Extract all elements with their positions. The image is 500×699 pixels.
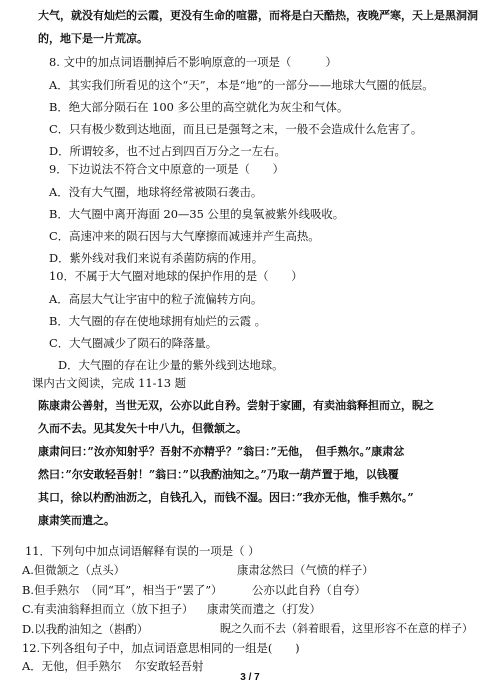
question-9: 9．下边说法不符合文中原意的一项是（ ）: [49, 162, 285, 176]
question-11: 11．下列句中加点词语解释有误的一项是（ ）: [25, 544, 260, 558]
question-9-option-a: A．没有大气圈，地球将经常被陨石袭击。: [49, 185, 263, 199]
question-10-option-a: A．高层大气让宇宙中的粒子流偏转方向。: [49, 292, 263, 306]
classical-text-line-4: 然曰：”尔安敢轻吾射！”翁曰：”以我酌油知之。”乃取一葫芦置于地，以钱覆: [38, 468, 399, 481]
classical-text-line-1: 陈康肃公善射，当世无双，公亦以此自矜。尝射于家圃，有卖油翁释担而立，睨之: [38, 399, 434, 412]
question-11-option-c: C.有卖油翁释担而立（放下担子）: [22, 602, 194, 616]
question-11-option-a: A.但微颔之（点头）: [22, 563, 125, 577]
passage-line-2: 的，地下是一片荒凉。: [38, 32, 148, 45]
page-number: 3 / 7: [240, 672, 260, 683]
question-8-option-d: D．所谓较多，也不过占到四百万分之一左右。: [49, 144, 286, 158]
question-8-option-c: C．只有极少数到达地面，而且已是强弩之末，一般不会造成什么危害了。: [49, 122, 423, 136]
classical-text-line-2: 久而不去。见其发矢十中八九，但微颔之。: [38, 422, 247, 435]
question-8-option-a: A．其实我们所看见的这个“天”，本是“地”的一部分——地球大气圈的低层。: [49, 78, 434, 92]
classical-text-line-3: 康肃问曰：”汝亦知射乎？吾射不亦精乎？”翁曰：”无他， 但手熟尔。”康肃忿: [38, 445, 405, 458]
question-11-option-a-2: 康肃忿然曰（气愤的样子）: [237, 563, 374, 577]
question-9-option-c: C．高速冲来的陨石因与大气摩擦而减速并产生高热。: [49, 229, 320, 243]
classical-text-line-6: 康肃笑而遣之。: [38, 514, 115, 527]
question-11-option-c-2: 康肃笑而遣之（打发）: [207, 602, 321, 616]
question-11-option-b-2: 公亦以此自矜（自夸）: [252, 583, 366, 597]
question-10: 10．不属于大气圈对地球的保护作用的是（ ）: [49, 269, 303, 283]
question-11-option-d-2: 睨之久而不去（斜着眼看，这里形容不在意的样子）: [220, 622, 473, 635]
question-12-option-a-2: 尔安敢轻吾射: [135, 659, 204, 673]
question-8: 8. 文中的加点词语删掉后不影响原意的一项是（ ）: [49, 55, 337, 69]
question-11-option-d: D.以我酌油知之（斟酌）: [22, 622, 149, 636]
question-8-option-b: B．绝大部分陨石在 100 多公里的高空就化为灰尘和气体。: [49, 100, 349, 114]
passage-line-1: 大气，就没有灿烂的云霞，更没有生命的喧嚣，而将是白天酷热，夜晚严寒，天上是黑洞洞: [38, 9, 478, 22]
question-10-option-d: D．大气圈的存在让少量的紫外线到达地球。: [58, 358, 284, 372]
question-10-option-b: B．大气圈的存在使地球拥有灿烂的云霞 。: [49, 314, 267, 328]
classical-text-line-5: 其口，徐以杓酌油沥之，自钱孔入，而钱不湿。因曰：”我亦无他，惟手熟尔。”: [38, 491, 414, 504]
question-12-option-a: A．无他，但手熟尔: [22, 659, 122, 673]
question-10-option-c: C．大气圈减少了陨石的降落量。: [49, 336, 218, 350]
question-9-option-b: B．大气圈中离开海面 20—35 公里的臭氧被紫外线吸收。: [49, 207, 345, 221]
question-9-option-d: D．紫外线对我们来说有杀菌防病的作用。: [49, 251, 264, 265]
question-12: 12.下列各组句子中，加点词语意思相同的一组是( ): [22, 641, 300, 655]
question-11-option-b: B.但手熟尔 （同“耳”，相当于“罢了”）: [22, 583, 223, 597]
section-heading: 课内古文阅读，完成 11-13 题: [32, 376, 186, 390]
